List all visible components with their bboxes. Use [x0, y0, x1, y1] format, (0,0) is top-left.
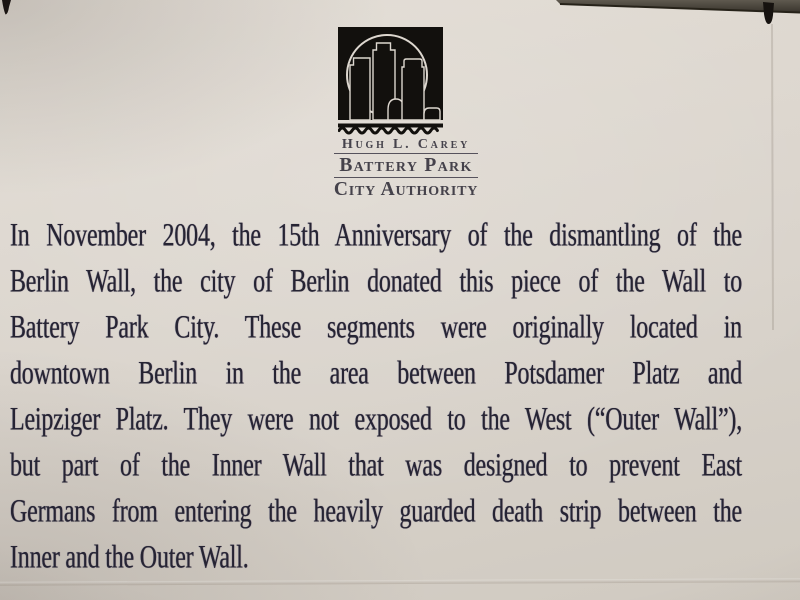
plaque-text-line: Leipziger Platz. They were not exposed to the West (“Outer Wall”),	[10, 402, 742, 438]
plaque-text-line: but part of the Inner Wall that was designed to prevent East	[10, 448, 742, 484]
logo-name-hugh-l-carey: Hugh L. Carey	[341, 137, 471, 152]
logo-name-battery-park: Battery Park	[339, 155, 473, 176]
plaque-text-line: Germans from entering the heavily guarded death strip between the	[10, 494, 742, 530]
skyline-logo-icon	[338, 27, 443, 135]
logo-divider-top	[334, 153, 478, 154]
plaque-text-line: downtown Berlin in the area between Potsdamer Platz and	[10, 356, 742, 392]
plaque-text	[10, 213, 742, 581]
logo-divider-bottom	[334, 177, 478, 178]
plaque-text-line: Berlin Wall, the city of Berlin donated this piece of the Wall to	[10, 264, 742, 300]
plaque-text-line: In November 2004, the 15th Anniversary of the dismantling of the	[10, 218, 742, 254]
logo-name-city-authority: City Authority	[333, 179, 479, 200]
plaque-text-line: Inner and the Outer Wall.	[10, 540, 249, 576]
plaque-text-line: Battery Park City. These segments were originally located in	[10, 310, 742, 346]
authority-logo-wordmark	[331, 137, 481, 200]
